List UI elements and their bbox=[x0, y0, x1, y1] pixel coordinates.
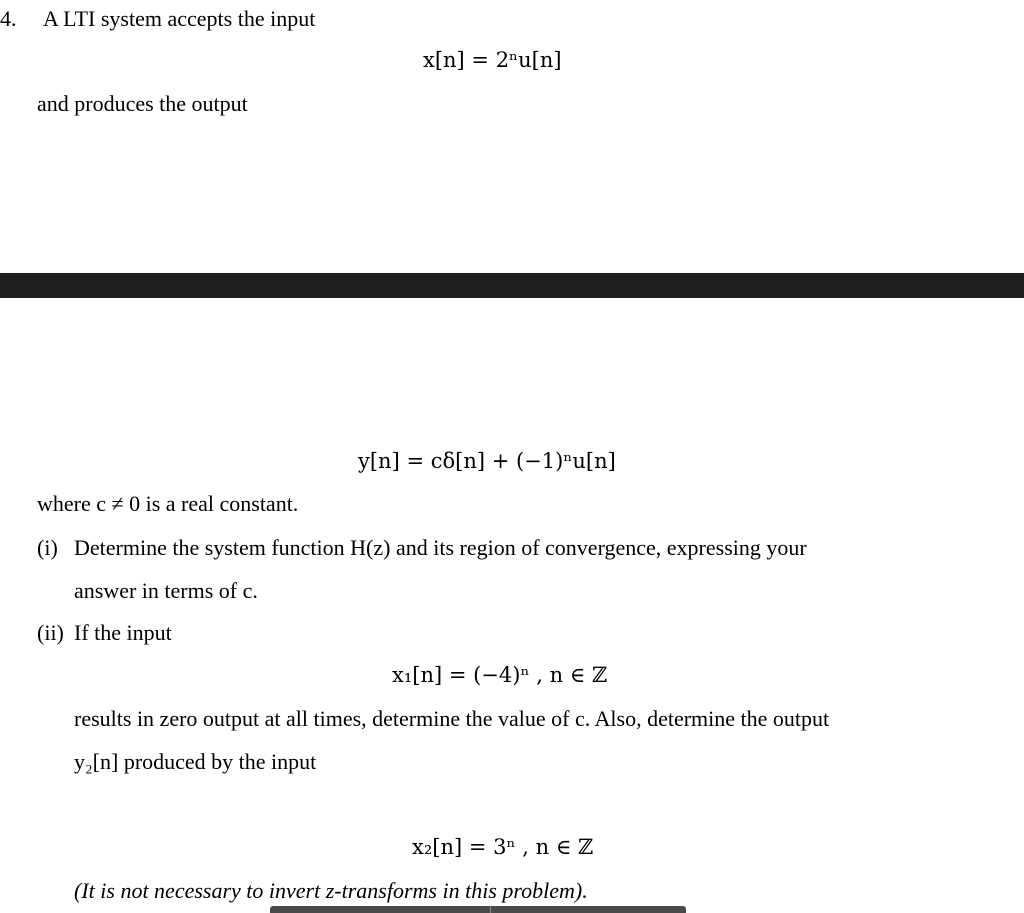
part-ii-label: (ii) bbox=[37, 620, 64, 645]
part-ii-line3: y₂[n] produced by the input bbox=[74, 749, 317, 774]
problem-intro: A LTI system accepts the input bbox=[43, 6, 316, 31]
where-text: where c ≠ 0 is a real constant. bbox=[37, 491, 299, 516]
produces-text: and produces the output bbox=[37, 91, 248, 116]
part-i-line1: Determine the system function H(z) and its region of convergence, expressing your bbox=[74, 535, 807, 560]
part-i-label: (i) bbox=[37, 535, 58, 560]
part-ii-line2: results in zero output at all times, determine the value of c. Also, determine the output bbox=[74, 706, 830, 731]
part-ii-line1: If the input bbox=[74, 620, 172, 645]
output-equation: y[n] = cδ[n] + (−1)ⁿu[n] bbox=[358, 449, 616, 473]
problem-number: 4. bbox=[0, 6, 17, 31]
bottom-scrollbar[interactable] bbox=[270, 906, 686, 913]
x2-equation: x₂[n] = 3ⁿ , n ∈ ℤ bbox=[412, 835, 594, 859]
note-text: (It is not necessary to invert z-transforms in this problem). bbox=[74, 878, 588, 903]
redaction-bar bbox=[0, 273, 1024, 298]
input-equation: x[n] = 2ⁿu[n] bbox=[423, 48, 562, 72]
part-i-line2: answer in terms of c. bbox=[74, 578, 258, 603]
x1-equation: x₁[n] = (−4)ⁿ , n ∈ ℤ bbox=[392, 663, 608, 687]
